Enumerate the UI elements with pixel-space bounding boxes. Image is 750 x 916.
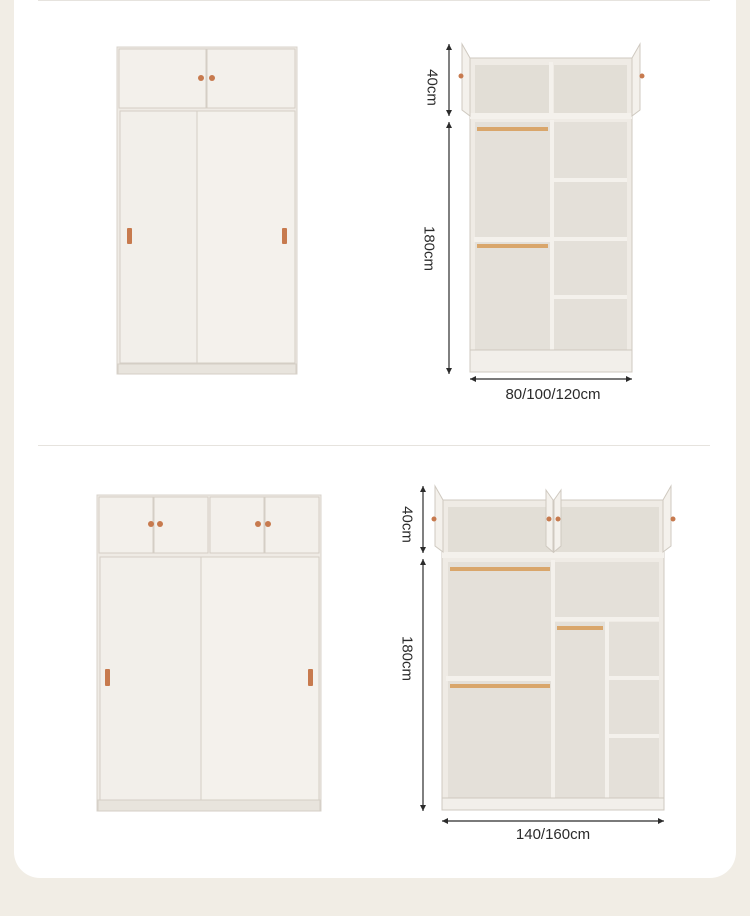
top-divider xyxy=(38,0,710,1)
width-label: 140/160cm xyxy=(515,826,591,843)
body-height-label: 180cm xyxy=(420,225,438,272)
top-height-label: 40cm xyxy=(398,506,416,543)
product-card xyxy=(14,0,736,878)
section-divider xyxy=(38,445,710,446)
body-height-label: 180cm xyxy=(398,635,416,682)
top-height-label: 40cm xyxy=(423,69,441,106)
width-label: 80/100/120cm xyxy=(505,386,601,403)
